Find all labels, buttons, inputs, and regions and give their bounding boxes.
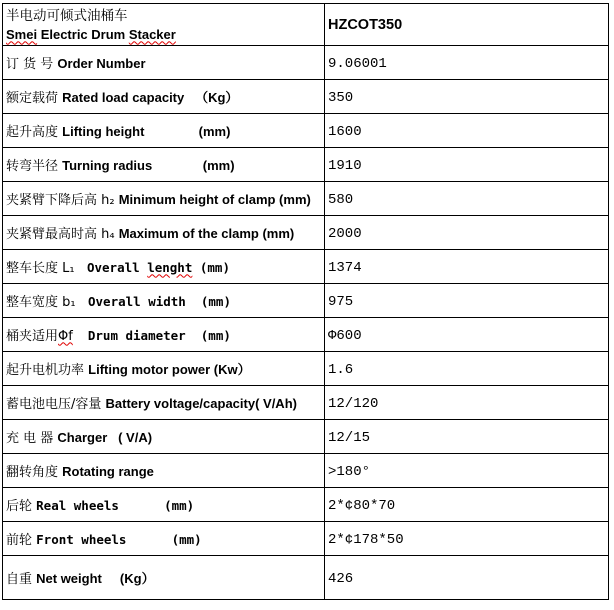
model-number: HZCOT350 [328, 16, 403, 33]
label-zh: 转弯半径 [6, 158, 63, 174]
spec-label-cell [3, 488, 325, 522]
spec-label-cell [3, 318, 325, 352]
label-zh: 后轮 [6, 498, 37, 514]
label-en: Maximum of the clamp (mm) [118, 225, 295, 241]
product-title-en-mid: Electric Drum [37, 26, 129, 42]
spec-label-cell [3, 556, 325, 600]
label-en: Lifting height (mm) [62, 123, 231, 139]
spec-value: 580 [328, 191, 354, 208]
spec-label-cell [3, 284, 325, 318]
spellcheck-word: lenght [147, 259, 193, 275]
label-zh: 整车宽度 b₁ [6, 294, 88, 310]
spec-row-overall-length [3, 250, 609, 284]
spec-row-max-clamp-height [3, 216, 609, 250]
label-zh: 桶夹适用 [6, 328, 59, 344]
spec-value-cell [325, 522, 609, 556]
label-zh: 充 电 器 [6, 430, 58, 446]
spec-value: >180° [328, 463, 371, 480]
spec-label-cell [3, 80, 325, 114]
spec-label-cell [3, 114, 325, 148]
label-zh: 整车长度 L₁ [6, 260, 87, 276]
spec-value: 1374 [328, 259, 362, 276]
spec-value: 12/120 [328, 395, 379, 412]
spec-label-cell [3, 522, 325, 556]
spec-value: 1910 [328, 157, 362, 174]
label-en: Lifting motor power (Kw） [88, 361, 251, 377]
spec-value-cell [325, 386, 609, 420]
label-en: Order Number [57, 55, 146, 71]
spec-value-cell [325, 454, 609, 488]
spec-value-cell [325, 352, 609, 386]
spec-value: 2*¢178*50 [328, 531, 404, 548]
spec-value-cell [325, 556, 609, 600]
spec-value: 9.06001 [328, 55, 387, 72]
label-en: Turning radius (mm) [62, 157, 235, 173]
spec-row-charger [3, 420, 609, 454]
spec-label-cell [3, 352, 325, 386]
spec-row-net-weight [3, 556, 609, 600]
label-zh: 前轮 [6, 532, 37, 548]
label-en: Front wheels (mm) [36, 531, 202, 547]
spec-row-order-number [3, 46, 609, 80]
spec-value: 426 [328, 570, 354, 587]
spec-value-cell [325, 80, 609, 114]
spec-value: 2000 [328, 225, 362, 242]
spec-row-rear-wheels [3, 488, 609, 522]
spec-row-rotating-range [3, 454, 609, 488]
label-en: Rotating range [62, 463, 154, 479]
label-en: Net weight (Kg） [36, 570, 155, 586]
spec-table [2, 3, 609, 600]
spec-label-cell [3, 46, 325, 80]
label-zh: 订 货 号 [6, 56, 58, 72]
spec-value-cell [325, 318, 609, 352]
label-en: Rated load capacity （Kg） [62, 89, 239, 105]
label-zh: 蓄电池电压/容量 [6, 396, 106, 412]
spec-value-cell [325, 250, 609, 284]
spec-value: Φ600 [328, 327, 362, 344]
spec-row-rated-load [3, 80, 609, 114]
spellcheck-word: Stacker [128, 26, 176, 42]
label-en [87, 260, 230, 275]
spec-value-cell [325, 488, 609, 522]
spec-row-battery [3, 386, 609, 420]
label-zh: 翻转角度 [6, 464, 63, 480]
product-title-en [6, 26, 322, 43]
spec-row-turning-radius [3, 148, 609, 182]
label-zh: 夹紧臂最高时高 h₄ [6, 226, 119, 242]
spec-value: 350 [328, 89, 354, 106]
label-en: Drum diameter (mm) [72, 327, 231, 343]
spec-value: 12/15 [328, 429, 371, 446]
spec-label-cell [3, 216, 325, 250]
spellcheck-word: Smei [6, 26, 38, 42]
spec-label-cell [3, 386, 325, 420]
spec-row-overall-width [3, 284, 609, 318]
product-title-cell [3, 4, 325, 46]
label-en-post: (mm) [192, 259, 230, 275]
label-zh: 额定载荷 [6, 90, 63, 106]
spec-label-cell [3, 420, 325, 454]
spec-value-cell [325, 182, 609, 216]
spec-label-cell [3, 454, 325, 488]
spec-row-motor-power [3, 352, 609, 386]
label-en-pre: Overall [86, 259, 148, 275]
label-en: Real wheels (mm) [36, 497, 195, 513]
spec-value: 1600 [328, 123, 362, 140]
spec-label-cell [3, 148, 325, 182]
label-en: Battery voltage/capacity( V/Ah) [105, 395, 297, 411]
label-zh: 自重 [6, 571, 37, 587]
spec-label-cell [3, 182, 325, 216]
label-en: Charger ( V/A) [57, 429, 153, 445]
spec-row-min-clamp-height [3, 182, 609, 216]
spec-row-drum-diameter [3, 318, 609, 352]
spec-row-lifting-height [3, 114, 609, 148]
spec-value: 975 [328, 293, 354, 310]
model-cell [325, 4, 609, 46]
spec-value-cell [325, 148, 609, 182]
label-en: Overall width (mm) [88, 293, 231, 309]
label-zh: 起升电机功率 [6, 362, 89, 378]
spec-value-cell [325, 46, 609, 80]
spec-row-front-wheels [3, 522, 609, 556]
label-en: Minimum height of clamp (mm) [118, 191, 311, 207]
label-zh: 夹紧臂下降后高 h₂ [6, 192, 119, 208]
spec-value-cell [325, 216, 609, 250]
spec-label-cell [3, 250, 325, 284]
spec-value-cell [325, 420, 609, 454]
label-zh: 起升高度 [6, 124, 63, 140]
spellcheck-word: Φf [58, 328, 73, 344]
spec-value-cell [325, 284, 609, 318]
product-title-zh: 半电动可倾式油桶车 [6, 7, 128, 24]
table-header-row [3, 4, 609, 46]
spec-value: 2*¢80*70 [328, 497, 396, 514]
spec-value-cell [325, 114, 609, 148]
spec-value: 1.6 [328, 361, 354, 378]
